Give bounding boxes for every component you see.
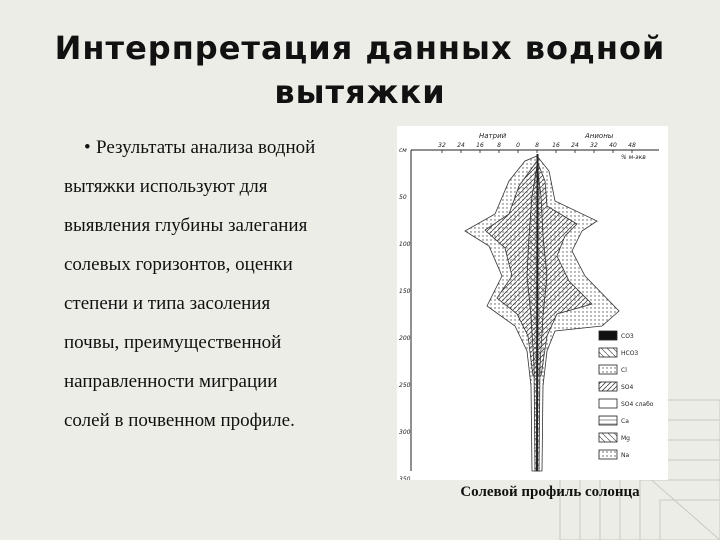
depth-tick: 100 bbox=[399, 241, 411, 248]
top-scale-tick: 32 bbox=[590, 142, 598, 149]
top-scale-tick: 8 bbox=[535, 142, 539, 149]
legend-label: Na bbox=[621, 452, 630, 459]
top-scale-tick: 0 bbox=[516, 142, 520, 149]
legend-label: Mg bbox=[621, 435, 630, 442]
legend-swatch bbox=[599, 450, 617, 459]
legend-swatch bbox=[599, 348, 617, 357]
slide-title bbox=[0, 26, 720, 114]
depth-tick: 150 bbox=[399, 288, 411, 295]
legend-label: SO4 bbox=[621, 384, 634, 391]
left-axis-label: Натрий bbox=[479, 132, 507, 140]
body-line-3: выявления глубины залегания bbox=[64, 215, 308, 236]
legend-label: SO4 слабо bbox=[621, 401, 654, 408]
top-scale-tick: 24 bbox=[457, 142, 465, 149]
body-line-1 bbox=[64, 128, 374, 167]
body-line-5: степени и типа засоления bbox=[64, 293, 271, 314]
unit-label: % м-экв bbox=[621, 154, 646, 161]
depth-tick: 50 bbox=[399, 194, 407, 201]
legend-swatch bbox=[599, 331, 617, 340]
body-line-6: почвы, преимущественной bbox=[64, 332, 282, 353]
salt-profile-diagram bbox=[397, 126, 668, 480]
figure-caption: Солевой профиль солонца bbox=[460, 484, 640, 500]
top-scale-tick: 48 bbox=[628, 142, 636, 149]
legend-swatch bbox=[599, 399, 617, 408]
body-line-2: вытяжки используют для bbox=[64, 176, 268, 197]
depth-tick: 300 bbox=[399, 429, 411, 436]
top-scale-tick: 40 bbox=[609, 142, 617, 149]
depth-tick: см bbox=[399, 147, 407, 154]
top-scale-tick: 16 bbox=[552, 142, 560, 149]
top-scale-tick: 16 bbox=[476, 142, 484, 149]
legend-label: CO3 bbox=[621, 333, 634, 340]
depth-scale bbox=[399, 147, 411, 480]
legend-swatch bbox=[599, 382, 617, 391]
top-scale bbox=[438, 142, 636, 153]
legend-swatch bbox=[599, 433, 617, 442]
depth-tick: 350 bbox=[399, 476, 411, 480]
legend-label: HCO3 bbox=[621, 350, 639, 357]
figure-legend bbox=[599, 331, 654, 459]
depth-tick: 200 bbox=[399, 335, 411, 342]
title-line-2: вытяжки bbox=[274, 73, 446, 111]
top-scale-tick: 8 bbox=[497, 142, 501, 149]
legend-swatch bbox=[599, 365, 617, 374]
legend-label: Ca bbox=[621, 418, 629, 425]
legend-label: Cl bbox=[621, 367, 627, 374]
salt-profile-figure bbox=[397, 126, 668, 480]
body-text bbox=[64, 128, 374, 440]
title-line-1: Интерпретация данных водной bbox=[54, 29, 666, 67]
top-scale-tick: 24 bbox=[571, 142, 579, 149]
depth-tick: 250 bbox=[399, 382, 411, 389]
top-scale-tick: 32 bbox=[438, 142, 446, 149]
right-axis-label: Анионы bbox=[585, 132, 614, 140]
legend-swatch bbox=[599, 416, 617, 425]
body-line-8: солей в почвенном профиле. bbox=[64, 410, 295, 431]
body-line-1-text: Результаты анализа водной bbox=[96, 137, 316, 158]
body-line-4: солевых горизонтов, оценки bbox=[64, 254, 293, 275]
body-line-7: направленности миграции bbox=[64, 371, 278, 392]
bullet-icon: • bbox=[84, 137, 91, 158]
